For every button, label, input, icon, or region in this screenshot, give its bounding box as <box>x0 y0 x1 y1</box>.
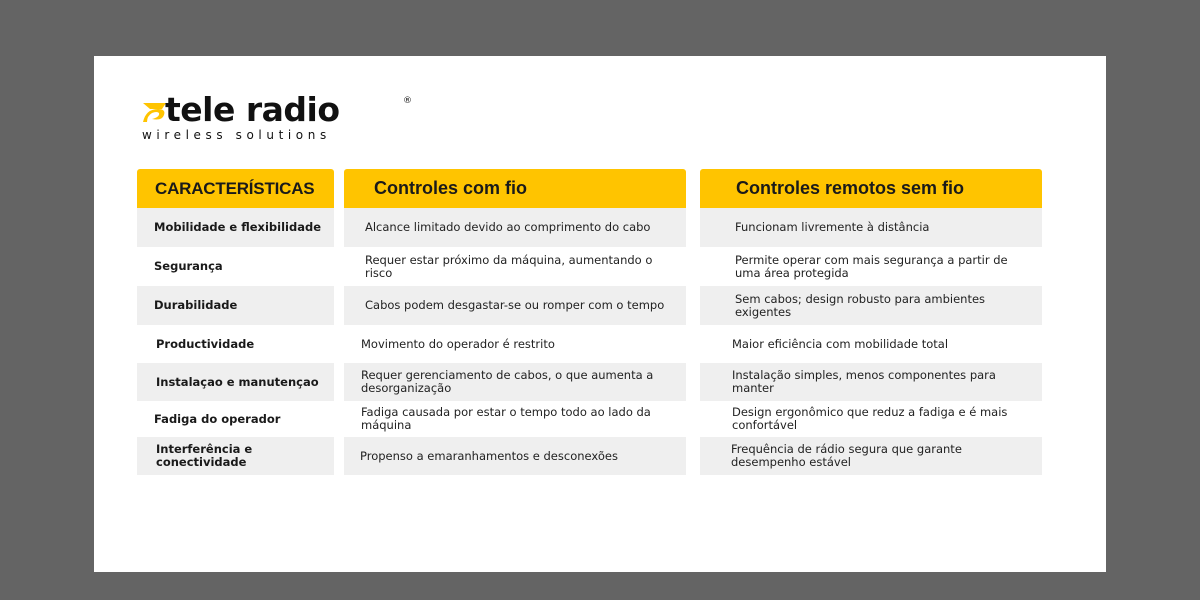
registered-mark: ® <box>403 96 412 106</box>
brand-tagline: wireless solutions <box>142 128 331 142</box>
features-header: CARACTERÍSTICAS <box>137 169 334 208</box>
wireless-cell-mobility: Funcionam livremente à distância <box>700 208 1042 247</box>
wired-cell-productivity: Movimento do operador é restrito <box>361 336 555 351</box>
wireless-cell-interference: Frequência de rádio segura que garante desempenho estável <box>700 437 1042 475</box>
comparison-card <box>94 56 1106 572</box>
wired-cell-safety: Requer estar próximo da máquina, aumentando o risco <box>365 252 653 280</box>
feature-cell-installation: Instalaçao e manutençao <box>137 363 334 401</box>
wireless-column <box>700 169 1042 475</box>
wired-cell-installation: Requer gerenciamento de cabos, o que aumenta a desorganização <box>344 363 686 401</box>
tele-radio-logo <box>140 90 412 144</box>
wireless-cell-durability: Sem cabos; design robusto para ambientes exigentes <box>700 286 1042 325</box>
wireless-cell-installation: Instalação simples, menos componentes para manter <box>700 363 1042 401</box>
feature-cell-fatigue: Fadiga do operador <box>154 411 281 426</box>
wired-cell-fatigue: Fadiga causada por estar o tempo todo ao lado da máquina <box>361 405 651 432</box>
wired-cell-durability: Cabos podem desgastar-se ou romper com o tempo <box>344 286 686 325</box>
feature-cell-mobility: Mobilidade e flexibilidade <box>137 208 334 247</box>
feature-cell-interference: Interferência e conectividade <box>137 437 334 475</box>
feature-cell-safety: Segurança <box>154 259 223 273</box>
wireless-cell-fatigue: Design ergonômico que reduz a fadiga e é mais confortável <box>732 405 1008 432</box>
brand-name: tele radio <box>165 90 340 129</box>
wired-cell-mobility: Alcance limitado devido ao comprimento do cabo <box>344 208 686 247</box>
wireless-cell-safety: Permite operar com mais segurança a partir de uma área protegida <box>735 252 1008 280</box>
features-column <box>137 169 334 475</box>
wired-column <box>344 169 686 475</box>
wired-cell-interference: Propenso a emaranhamentos e desconexões <box>344 437 686 475</box>
wired-header: Controles com fio <box>344 169 686 208</box>
wireless-header: Controles remotos sem fio <box>700 169 1042 208</box>
wireless-cell-productivity: Maior eficiência com mobilidade total <box>732 336 949 351</box>
feature-cell-durability: Durabilidade <box>137 286 334 325</box>
feature-cell-productivity: Productividade <box>156 336 255 351</box>
